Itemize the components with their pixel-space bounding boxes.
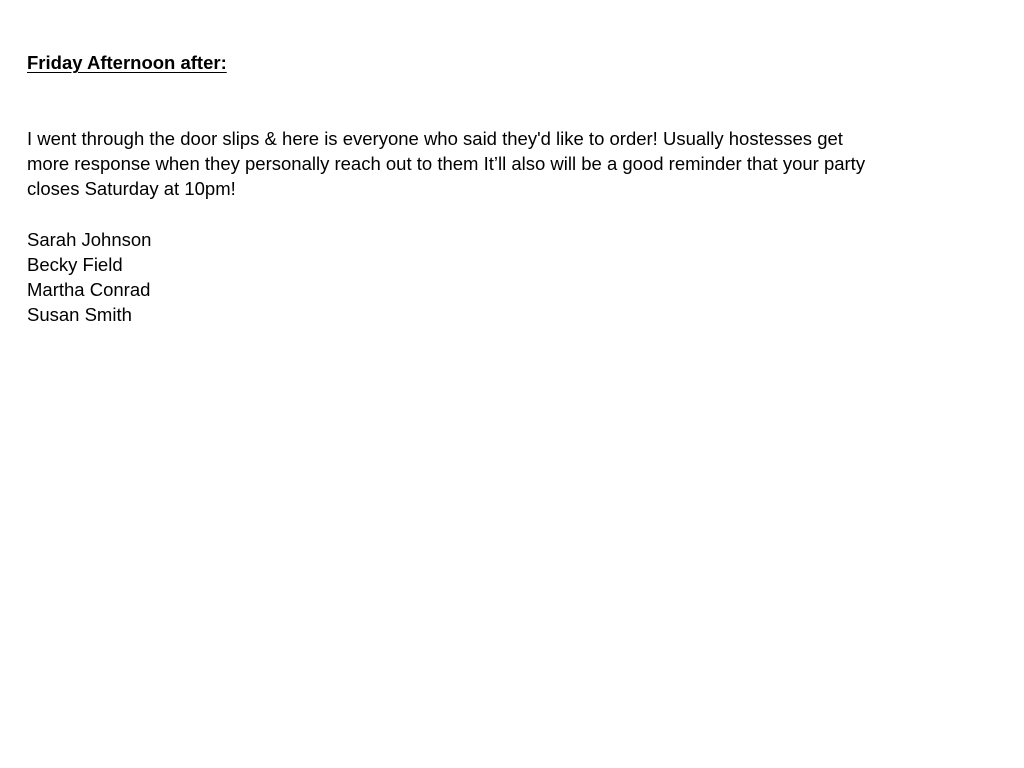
name-item: Susan Smith [27, 304, 132, 325]
paragraph-line: closes Saturday at 10pm! [27, 178, 236, 199]
name-item: Sarah Johnson [27, 229, 152, 250]
paragraph-line: more response when they personally reach out to them It’ll also will be a good reminder that your party [27, 153, 866, 174]
paragraph-line: I went through the door slips & here is everyone who said they'd like to order! Usually hostesses get [27, 128, 843, 149]
names-list [27, 227, 151, 327]
name-item: Martha Conrad [27, 279, 151, 300]
document-heading: Friday Afternoon after: [27, 52, 227, 73]
name-item: Becky Field [27, 254, 123, 275]
message-paragraph [27, 126, 1002, 201]
